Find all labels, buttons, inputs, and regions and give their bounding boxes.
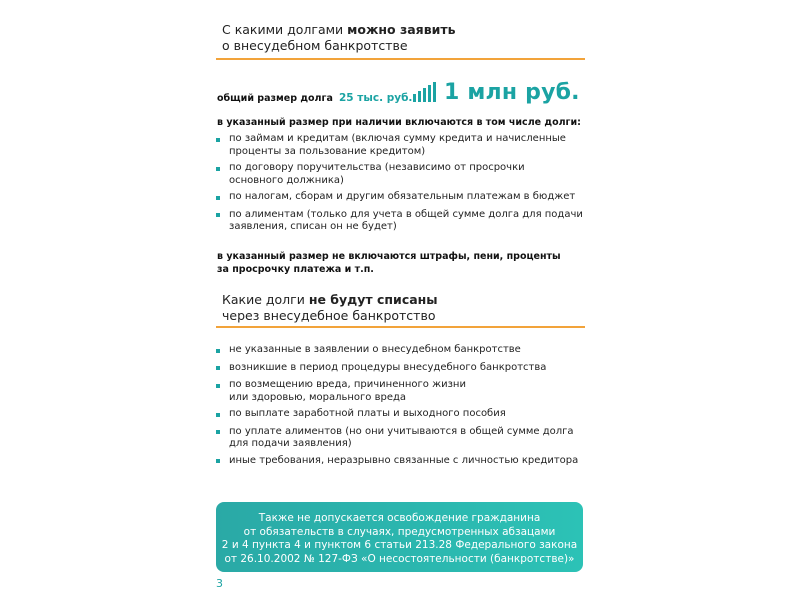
list-item: не указанные в заявлении о внесудебном банкротстве [216,344,596,357]
bullet-icon [216,413,220,417]
bullet-icon [216,196,220,200]
bullet-icon [216,366,220,370]
list-item: по выплате заработной платы и выходного пособия [216,408,596,421]
list-item: по договору поручительства (независимо от просрочки основного должника) [216,162,596,187]
excluded-note [217,250,561,276]
title-text: С какими долгами [222,22,348,37]
title-line-2: через внесудебное банкротство [222,308,436,323]
bullet-icon [216,459,220,463]
info-box-text: Также не допускается освобождение гражданина от обязательств в случаях, предусмотренных абзацами 2 и 4 пункта 4 и пунктом 6 статьи 213.28 Федерального закона от 26.10.2002 № 127-ФЗ «О несостоятельности (банкротстве)» [221,512,578,565]
bullet-icon [216,167,220,171]
debt-max-value: 1 млн руб. [444,80,580,105]
list-item: по займам и кредитам (включая сумму кредита и начисленные проценты за пользование кредитом) [216,133,596,158]
list-item: по налогам, сборам и другим обязательным платежам в бюджет [216,191,596,204]
not-written-off-list [216,344,596,467]
debt-size-label: общий размер долга [217,93,333,104]
section-title-can-declare [222,22,456,54]
title-line-2: о внесудебном банкротстве [222,38,408,53]
section-title-not-written-off [222,292,438,324]
title-bold-text: можно заявить [347,22,456,37]
list-item: по алиментам (только для учета в общей сумме долга для подачи заявления, списан он не будет) [216,209,596,234]
list-item: возникшие в период процедуры внесудебного банкротства [216,362,596,375]
list-item: по уплате алиментов (но они учитываются в общей сумме долга для подачи заявления) [216,426,596,451]
excluded-line-2: за просрочку платежа и т.п. [217,264,374,275]
excluded-line-1: в указанный размер не включаются штрафы, пени, проценты [217,251,561,262]
included-list [216,133,596,234]
title-text: Какие долги [222,292,309,307]
list-item: иные требования, неразрывно связанные с личностью кредитора [216,455,596,468]
bullet-icon [216,430,220,434]
bullet-icon [216,138,220,142]
orange-divider [216,326,585,328]
debt-min-value: 25 тыс. руб. [339,92,413,104]
ascending-bars-icon [413,82,436,102]
page-number: 3 [216,577,223,590]
bullet-icon [216,384,220,388]
orange-divider [216,58,585,60]
title-bold-text: не будут списаны [308,292,438,307]
list-item: по возмещению вреда, причиненного жизни или здоровью, морального вреда [216,379,596,404]
info-box [216,502,583,572]
bullet-icon [216,349,220,353]
included-heading: в указанный размер при наличии включаются в том числе долги: [217,117,581,128]
bullet-icon [216,213,220,217]
